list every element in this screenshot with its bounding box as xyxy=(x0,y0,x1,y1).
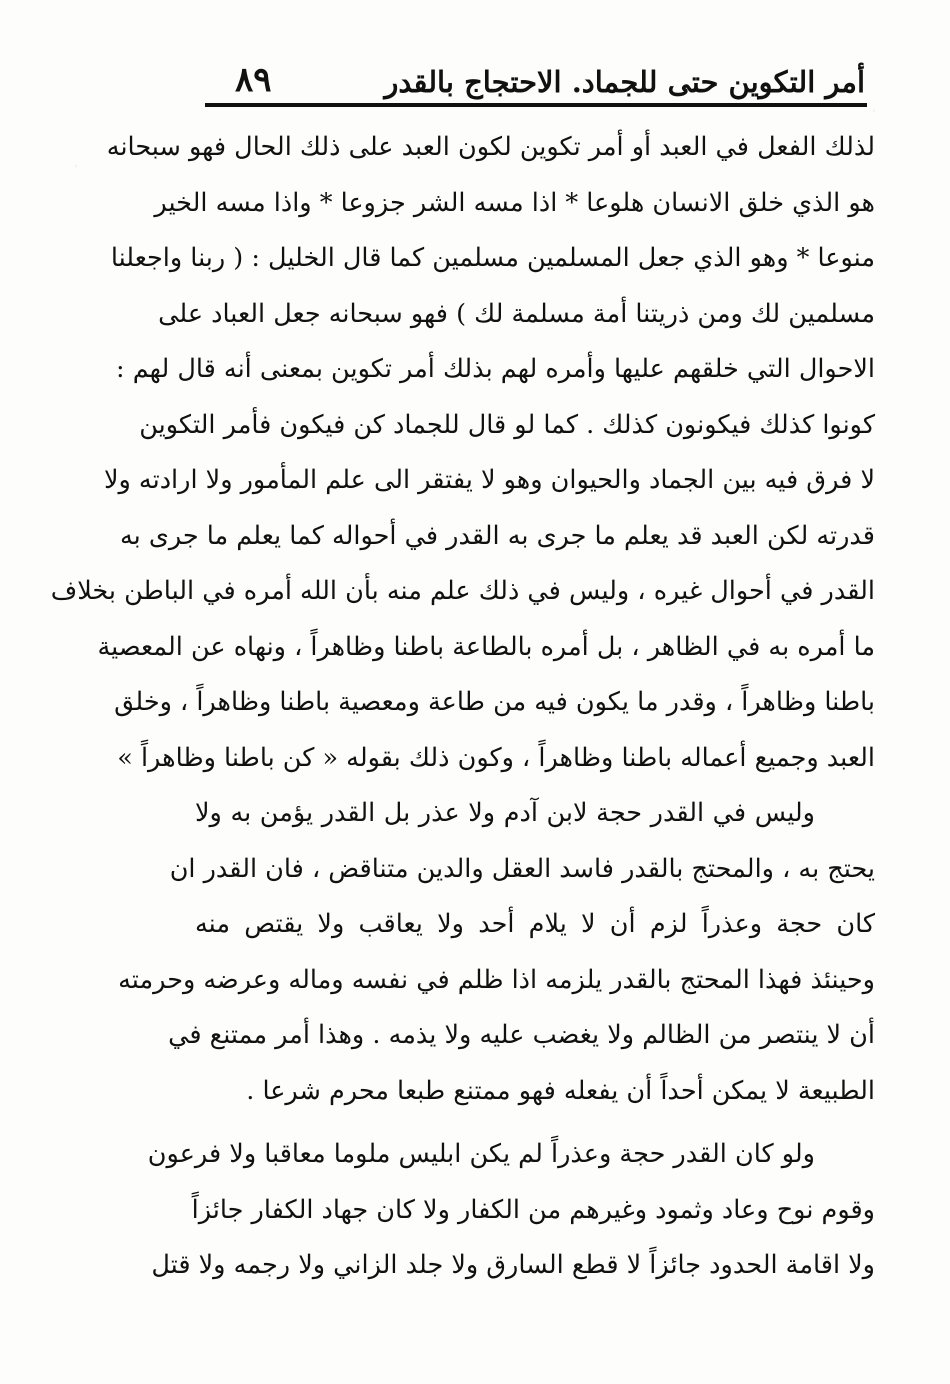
text-line: أن لا ينتصر من الظالم ولا يغضب عليه ولا يذمه . وهذا أمر ممتنع في xyxy=(168,1020,875,1050)
text-line: هو الذي خلق الانسان هلوعا * اذا مسه الشر جزوعا * واذا مسه الخير xyxy=(154,187,875,218)
running-title: أمر التكوين حتى للجماد. الاحتجاج بالقدر xyxy=(384,65,865,99)
paragraph-start-line: ولو كان القدر حجة وعذراً لم يكن ابليس ملوما معاقبا ولا فرعون xyxy=(147,1139,815,1169)
body-text xyxy=(50,120,875,1294)
text-line: كان حجة وعذراً لزم أن لا يلام أحد ولا يعاقب ولا يقتص منه xyxy=(195,909,875,939)
text-line: لذلك الفعل في العبد أو أمر تكوين لكون العبد على ذلك الحال فهو سبحانه xyxy=(106,132,875,162)
text-line: القدر في أحوال غيره ، وليس في ذلك علم منه بأن الله أمره في الباطن بخلاف xyxy=(50,576,875,606)
text-line: وقوم نوح وعاد وثمود وغيرهم من الكفار ولا كان جهاد الكفار جائزاً xyxy=(191,1194,875,1225)
text-line: ولا اقامة الحدود جائزاً لا قطع السارق ولا جلد الزاني ولا رجمه ولا قتل xyxy=(151,1250,875,1280)
text-line: مسلمين لك ومن ذريتنا أمة مسلمة لك ) فهو سبحانه جعل العباد على xyxy=(158,298,875,329)
paragraph-start-line: وليس في القدر حجة لابن آدم ولا عذر بل القدر يؤمن به ولا xyxy=(195,798,815,828)
text-line: ما أمره به في الظاهر ، بل أمره بالطاعة باطنا وظاهراً ، ونهاه عن المعصية xyxy=(97,631,875,662)
text-line: العبد وجميع أعماله باطنا وظاهراً ، وكون ذلك بقوله « كن باطنا وظاهراً » xyxy=(117,742,875,773)
header-rule xyxy=(205,103,867,107)
text-line: يحتج به ، والمحتج بالقدر فاسد العقل والدين متناقض ، فان القدر ان xyxy=(169,853,875,884)
page-number: ٨٩ xyxy=(235,60,272,100)
text-line: لا فرق فيه بين الجماد والحيوان وهو لا يفتقر الى علم المأمور ولا ارادته ولا xyxy=(103,465,875,495)
text-line: باطنا وظاهراً ، وقدر ما يكون فيه من طاعة ومعصية باطنا وظاهراً ، وخلق xyxy=(114,687,875,717)
text-line: منوعا * وهو الذي جعل المسلمين مسلمين كما قال الخليل : ( ربنا واجعلنا xyxy=(110,243,875,273)
paragraph-end-line: الطبيعة لا يمكن أحداً أن يفعله فهو ممتنع طبعا محرم شرعا . xyxy=(246,1075,875,1106)
text-line: قدرته لكن العبد قد يعلم ما جرى به القدر في أحواله كما يعلم ما جرى به xyxy=(119,520,875,551)
page-header xyxy=(205,58,865,106)
text-line: الاحوال التي خلقهم عليها وأمره لهم بذلك أمر تكوين بمعنى أنه قال لهم : xyxy=(116,354,875,384)
text-line: كونوا كذلك فيكونون كذلك . كما لو قال للجماد كن فيكون فأمر التكوين xyxy=(139,409,875,440)
text-line: وحينئذ فهذا المحتج بالقدر يلزمه اذا ظلم في نفسه وماله وعرضه وحرمته xyxy=(118,964,875,995)
